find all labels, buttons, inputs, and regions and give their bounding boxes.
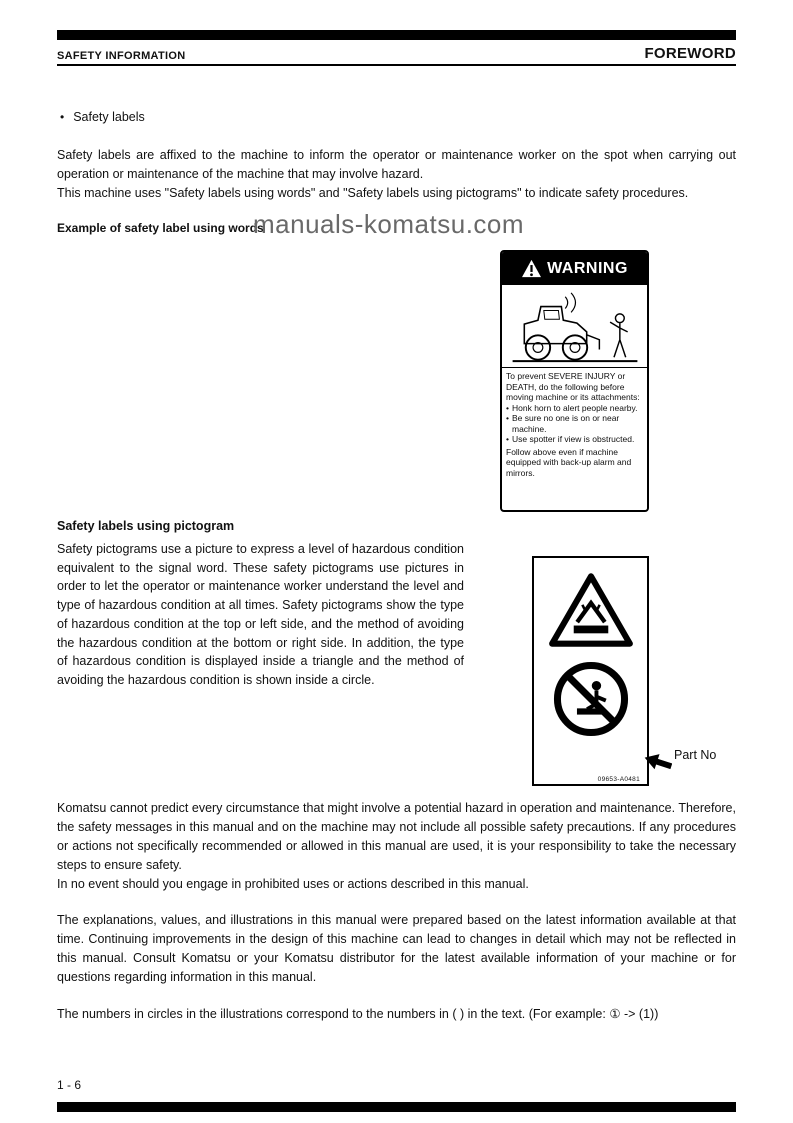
crush-hazard-pictogram — [547, 572, 635, 648]
warning-label-title: WARNING — [547, 259, 628, 277]
warning-label-intro: To prevent SEVERE INJURY or DEATH, do the following before moving machine or its attachments: — [506, 371, 640, 402]
pictogram-section-body: Safety pictograms use a picture to express a level of hazardous condition equivalent to the signal word. These safety pictograms use pictures in order to let the operator or maintenance worker understand the level and type of hazardous condition at all times. Safety pictograms show the type of hazardous condition at the top or left side, and the method of avoiding the hazardous condition at the bottom or right side. In addition, the type of hazardous condition is displayed inside a triangle and the method of avoiding the hazardous condition is shown inside a circle. — [57, 542, 464, 687]
pictogram-safety-label — [532, 556, 649, 786]
numbers-note-paragraph: The numbers in circles in the illustrations correspond to the numbers in ( ) in the text. (For example: ① -> (1)) — [57, 1007, 659, 1021]
example-caption: Example of safety label using words — [57, 221, 264, 235]
header-top-bar — [57, 30, 736, 40]
warning-bullet-2: • Be sure no one is on or near machine. — [511, 413, 620, 434]
page-header — [57, 40, 736, 62]
watermark-text: manuals-komatsu.com — [253, 209, 525, 239]
part-no-label: Part No — [674, 748, 717, 762]
machine-illustration — [502, 285, 647, 367]
explanations-paragraph: The explanations, values, and illustrations in this manual were prepared based on the latest information available at that time. Continuing improvements in the design of this machine can lead to changes in detail which may not be reflected in this manual. Consult Komatsu or your Komatsu distributor for the latest available information of your machine or for questions regarding information in this manual. — [57, 913, 736, 984]
komatsu-paragraph-2: In no event should you engage in prohibited uses or actions described in this manual. — [57, 877, 529, 891]
bullet-item-label: • Safety labels — [73, 110, 145, 124]
pictogram-section-heading: Safety labels using pictogram — [57, 519, 235, 533]
warning-label-text — [502, 367, 647, 510]
header-section-title: SAFETY INFORMATION — [57, 50, 186, 62]
warning-bullet-1: • Honk horn to alert people nearby. — [511, 402, 638, 413]
komatsu-paragraph-block — [57, 799, 736, 894]
header-rule — [57, 64, 736, 66]
intro-paragraphs — [57, 146, 736, 203]
warning-safety-label — [500, 250, 649, 512]
warning-bullet-3: • Use spotter if view is obstructed. — [511, 434, 635, 444]
intro-paragraph-1: Safety labels are affixed to the machine to inform the operator or maintenance worker on the spot when carrying out operation or maintenance of the machine that may involve hazard. — [57, 148, 736, 181]
warning-label-footer: Follow above even if machine equipped with back-up alarm and mirrors. — [506, 446, 632, 478]
page-number: 1 - 6 — [57, 1078, 82, 1092]
no-riders-pictogram — [552, 660, 630, 738]
bullet-item-safety-labels — [60, 110, 145, 124]
warning-label-header — [502, 252, 647, 285]
header-chapter-title: FOREWORD — [644, 45, 736, 62]
footer-bottom-bar — [57, 1102, 736, 1112]
intro-paragraph-2: This machine uses "Safety labels using words" and "Safety labels using pictograms" to indicate safety procedures. — [57, 186, 689, 200]
pictogram-part-number: 09653-A0481 — [597, 776, 640, 783]
komatsu-paragraph-1: Komatsu cannot predict every circumstance that might involve a potential hazard in operation and maintenance. Therefore, the safety messages in this manual and on the machine may not include all possible safety precautions. If any procedures or actions not specifically recommended or allowed in this manual are used, it is your responsibility to take the necessary steps to ensure safety. — [57, 801, 736, 872]
warning-triangle-icon — [521, 259, 542, 278]
part-no-arrow-icon — [644, 752, 672, 772]
